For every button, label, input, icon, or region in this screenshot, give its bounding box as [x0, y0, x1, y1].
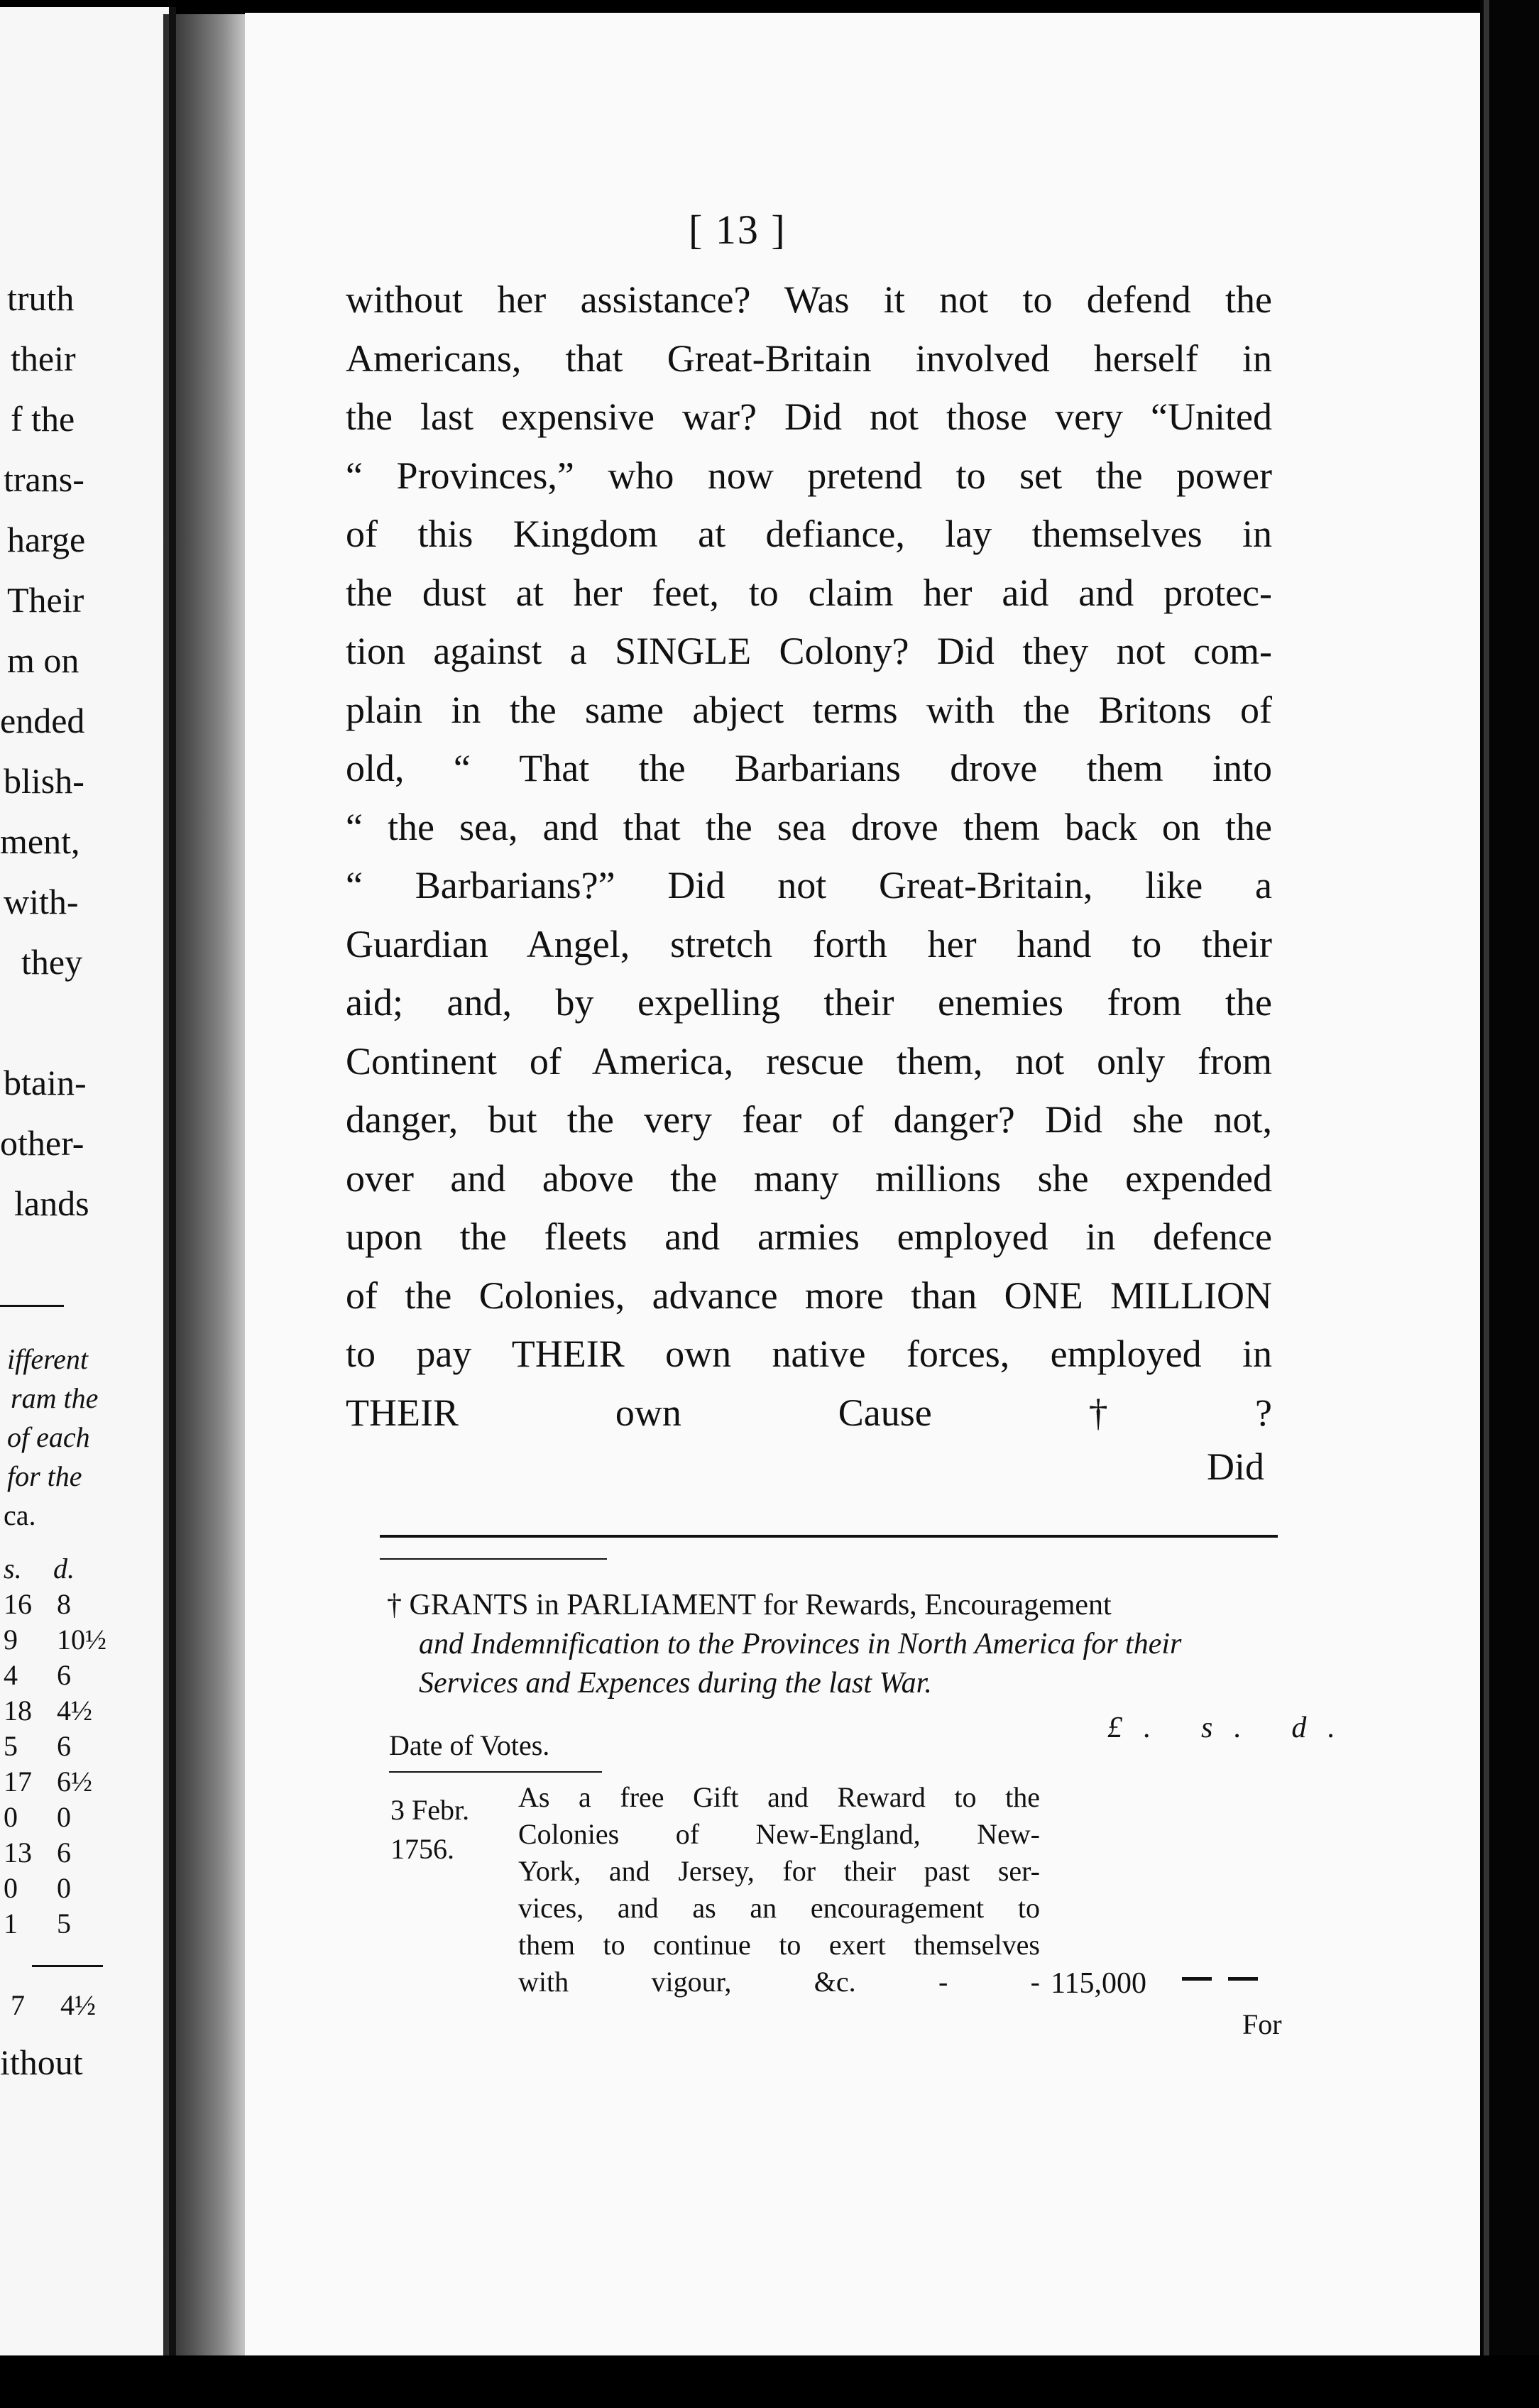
left-row-pence: 4½ — [57, 1695, 92, 1726]
vote-date: 3 Febr. — [390, 1794, 470, 1826]
left-footnote-line: ca. — [4, 1499, 36, 1531]
body-line: without her assistance? Was it not to defend the — [346, 278, 1272, 321]
left-row-shillings: 17 — [4, 1766, 32, 1797]
page-number: [ 13 ] — [689, 207, 787, 253]
money-column-header: £. s. d. — [1107, 1712, 1357, 1744]
left-row-pence: 10½ — [57, 1624, 106, 1656]
body-line: Continent of America, rescue them, not only from — [346, 1039, 1272, 1083]
footnote-heading-line: † GRANTS in PARLIAMENT for Rewards, Encouragement — [387, 1589, 1112, 1621]
body-line: the dust at her feet, to claim her aid and protec- — [346, 571, 1272, 614]
gutter-shadow — [169, 7, 176, 2378]
left-text-line: other- — [0, 1123, 84, 1163]
body-line: plain in the same abject terms with the Britons of — [346, 688, 1272, 731]
left-text-line: Their — [7, 580, 84, 620]
body-line: Americans, that Great-Britain involved herself in — [346, 336, 1272, 380]
left-text-line: ended — [0, 701, 85, 740]
left-footnote-line: ifferent — [7, 1343, 89, 1375]
left-text-line: lands — [14, 1183, 89, 1223]
grant-amount: 115,000 — [1051, 1967, 1146, 2000]
left-row-pence: 6½ — [57, 1766, 92, 1797]
body-line: upon the fleets and armies employed in defence — [346, 1215, 1272, 1258]
left-row-shillings: 16 — [4, 1588, 32, 1620]
left-row-shillings: 1 — [4, 1908, 18, 1939]
left-row-shillings: 13 — [4, 1837, 32, 1868]
footnote-catchword: For — [1242, 2008, 1282, 2040]
footnote-rule — [380, 1535, 1278, 1538]
left-row-shillings: 4 — [4, 1659, 18, 1691]
vote-year: 1756. — [390, 1833, 454, 1865]
left-row-pence: 8 — [57, 1588, 71, 1620]
left-text-line: m on — [7, 640, 80, 680]
left-total-d: 4½ — [60, 1989, 96, 2021]
grant-entry-line: York, and Jersey, for their past ser- — [518, 1855, 1040, 1887]
left-column-header: s. — [4, 1553, 22, 1585]
body-line: THEIR own Cause †? — [346, 1391, 1272, 1434]
left-row-pence: 6 — [57, 1730, 71, 1762]
left-row-pence: 6 — [57, 1837, 71, 1868]
body-line: to pay THEIR own native forces, employed in — [346, 1332, 1272, 1375]
page-catchword: Did — [1207, 1445, 1264, 1488]
left-text-line: ment, — [0, 821, 80, 861]
left-footnote-line: of each — [7, 1421, 90, 1453]
body-line: aid; and, by expelling their enemies from the — [346, 981, 1272, 1024]
body-line: over and above the many millions she expended — [346, 1156, 1272, 1200]
footnote-heading-line: and Indemnification to the Provinces in North America for their — [419, 1628, 1182, 1660]
grant-entry-line: with vigour, &c. - - — [518, 1966, 1040, 1998]
body-line: danger, but the very fear of danger? Did she not, — [346, 1098, 1272, 1141]
left-row-shillings: 0 — [4, 1801, 18, 1833]
date-header-rule — [389, 1771, 602, 1773]
pence-dash — [1228, 1977, 1258, 1981]
left-row-shillings: 5 — [4, 1730, 18, 1762]
left-text-line: they — [21, 942, 83, 982]
left-row-shillings: 0 — [4, 1872, 18, 1904]
left-text-line: harge — [7, 520, 86, 559]
left-text-line: truth — [7, 278, 75, 318]
footnote-heading-line: Services and Expences during the last War. — [419, 1667, 932, 1700]
body-line: “ Barbarians?” Did not Great-Britain, like a — [346, 864, 1272, 907]
left-text-line: their — [11, 339, 76, 378]
left-total-rule — [32, 1965, 103, 1967]
grant-entry-line: vices, and as an encouragement to — [518, 1892, 1040, 1924]
body-line: of this Kingdom at defiance, lay themselves in — [346, 513, 1272, 555]
left-footnote-line: ram the — [11, 1382, 99, 1414]
left-column-header: d. — [53, 1553, 75, 1585]
body-line: of the Colonies, advance more than ONE MILLION — [346, 1274, 1272, 1317]
body-line: “ Provinces,” who now pretend to set the power — [346, 454, 1272, 497]
book-gutter — [163, 14, 248, 2357]
grant-entry-line: them to continue to exert themselves — [518, 1929, 1040, 1961]
left-footnote-line: for the — [7, 1460, 82, 1492]
left-row-shillings: 18 — [4, 1695, 32, 1726]
body-line: tion against a SINGLE Colony? Did they not com- — [346, 630, 1272, 672]
left-row-pence: 6 — [57, 1659, 71, 1691]
left-text-line: btain- — [4, 1063, 87, 1102]
left-footnote-rule — [0, 1305, 64, 1307]
body-line: the last expensive war? Did not those very “United — [346, 395, 1272, 438]
left-text-line: trans- — [4, 459, 84, 499]
left-text-line: blish- — [4, 761, 84, 801]
left-row-pence: 5 — [57, 1908, 71, 1939]
body-line: Guardian Angel, stretch forth her hand to their — [346, 922, 1272, 965]
grant-entry-line: Colonies of New-England, New- — [518, 1818, 1040, 1850]
left-row-pence: 0 — [57, 1872, 71, 1904]
left-text-line: f the — [11, 399, 75, 439]
left-text-line: with- — [4, 882, 79, 921]
left-row-shillings: 9 — [4, 1624, 18, 1656]
shillings-dash — [1182, 1977, 1212, 1981]
bottom-scan-edge — [0, 2355, 1539, 2408]
footnote-rule-short — [380, 1558, 607, 1560]
body-line: “ the sea, and that the sea drove them back on the — [346, 805, 1272, 848]
left-last-line: ithout — [0, 2042, 83, 2082]
right-edge-shadow — [1484, 0, 1489, 2408]
grant-entry-line: As a free Gift and Reward to the — [518, 1781, 1040, 1813]
date-of-votes-header: Date of Votes. — [389, 1729, 550, 1761]
left-total-s: 7 — [11, 1989, 25, 2021]
left-row-pence: 0 — [57, 1801, 71, 1833]
body-line: old, “ That the Barbarians drove them into — [346, 747, 1272, 789]
